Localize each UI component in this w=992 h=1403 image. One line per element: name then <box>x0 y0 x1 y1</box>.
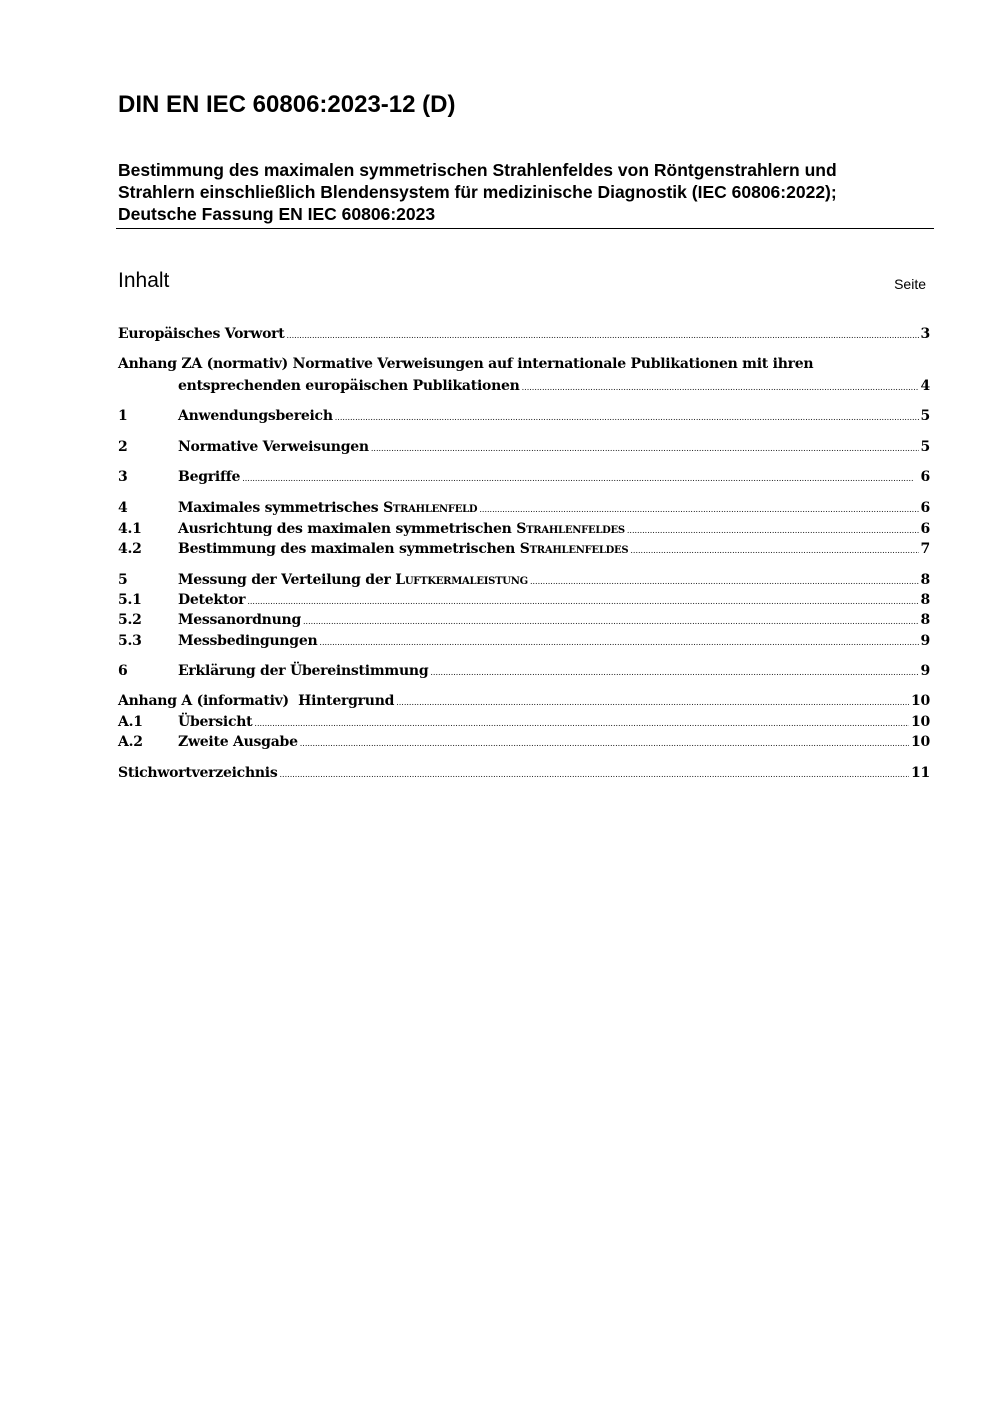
toc-entry-text: Europäisches Vorwort <box>118 326 285 342</box>
toc-entry-4[interactable] <box>118 498 930 518</box>
toc-entry-page: 5 <box>920 408 930 424</box>
toc-entry-5-1[interactable] <box>118 590 930 610</box>
document-id: DIN EN IEC 60806:2023-12 (D) <box>118 91 456 118</box>
toc-entry-page: 5 <box>920 439 930 455</box>
toc-leader-dots <box>371 437 919 459</box>
toc-entry-text-line1: Anhang ZA (normativ) Normative Verweisungen auf internationale Publikationen mit ihren <box>118 356 814 372</box>
toc-entry-number: 4.2 <box>118 541 142 557</box>
toc-entry-term: Strahlenfeldes <box>516 521 625 537</box>
toc-entry-text: Anhang A (informativ) Hintergrund <box>118 693 395 709</box>
toc-entry-number: 5 <box>118 572 128 588</box>
toc-entry-text: Stichwortverzeichnis <box>118 765 278 781</box>
toc-leader-dots <box>242 467 918 489</box>
toc-entry-number: 2 <box>118 439 128 455</box>
toc-entry-5-3[interactable] <box>118 631 930 651</box>
toc-entry-stichwortverzeichnis[interactable] <box>118 763 930 783</box>
toc-entry-text: Anwendungsbereich <box>178 408 333 424</box>
toc-entry-text: Detektor <box>178 592 246 608</box>
toc-entry-text: Normative Verweisungen <box>178 439 369 455</box>
toc-heading: Inhalt <box>118 269 170 292</box>
toc-entry-text: Messbedingungen <box>178 633 318 649</box>
toc-entry-page: 6 <box>920 469 930 485</box>
toc-entry-number: 4.1 <box>118 521 142 537</box>
toc-leader-dots <box>530 570 919 592</box>
toc-entry-number: 3 <box>118 469 128 485</box>
toc-entry-page: 11 <box>911 765 930 781</box>
toc-entry-page: 8 <box>920 592 930 608</box>
toc-entry-number: 5.2 <box>118 612 142 628</box>
toc-entry-a-1[interactable] <box>118 712 930 732</box>
toc-leader-dots <box>522 376 919 398</box>
toc-entry-1[interactable] <box>118 406 930 426</box>
toc-entry-4-2[interactable] <box>118 539 930 559</box>
toc-entry-text: Messung der Verteilung der <box>178 572 396 588</box>
toc-entry-number: A.1 <box>118 714 143 730</box>
toc-entry-page: 6 <box>920 500 930 516</box>
title-divider <box>116 228 934 229</box>
document-title: Bestimmung des maximalen symmetrischen Strahlenfeldes von Röntgenstrahlern und Strahlern einschließlich Blendensystem für medizinische Diagnostik (IEC 60806:2022); Deutsche Fassung EN IEC 60806:2023 <box>118 160 837 224</box>
toc-entry-page: 10 <box>911 734 930 750</box>
toc-leader-dots <box>287 324 919 346</box>
toc-entry-page: 9 <box>920 633 930 649</box>
toc-entry-text: Ausrichtung des maximalen symmetrischen <box>178 521 517 537</box>
toc-leader-dots <box>300 732 909 754</box>
toc-entry-number: A.2 <box>118 734 143 750</box>
toc-leader-dots <box>247 590 918 612</box>
toc-entry-number: 6 <box>118 663 128 679</box>
toc-entry-text: Maximales symmetrisches <box>178 500 384 516</box>
toc-entry-page: 8 <box>920 572 930 588</box>
toc-leader-dots <box>627 519 919 541</box>
toc-entry-6[interactable] <box>118 661 930 681</box>
toc-entry-5[interactable] <box>118 570 930 590</box>
toc-entry-text: Übersicht <box>178 714 253 730</box>
toc-entry-number: 1 <box>118 408 128 424</box>
toc-entry-2[interactable] <box>118 437 930 457</box>
page-column-label: Seite <box>894 276 926 292</box>
toc-entry-term: Strahlenfeld <box>383 500 478 516</box>
toc-entry-text: Messanordnung <box>178 612 301 628</box>
toc-entry-number: 5.3 <box>118 633 142 649</box>
toc-entry-text: entsprechenden europäischen Publikationen <box>178 378 520 394</box>
toc-entry-text: Zweite Ausgabe <box>178 734 298 750</box>
toc-leader-dots <box>319 631 918 653</box>
toc-entry-term: Luftkermaleistung <box>395 572 528 588</box>
toc-entry-anhang-a[interactable] <box>118 691 930 711</box>
toc-entry-term: Strahlenfeldes <box>519 541 629 557</box>
toc-entry-5-2[interactable] <box>118 610 930 630</box>
toc-entry-text: Bestimmung des maximalen symmetrischen <box>178 541 520 557</box>
toc-entry-number: 4 <box>118 500 128 516</box>
toc-entry-a-2[interactable] <box>118 732 930 752</box>
toc-leader-dots <box>630 539 918 561</box>
toc-leader-dots <box>303 610 919 632</box>
toc-entry-text: Begriffe <box>178 469 241 485</box>
toc-entry-3[interactable] <box>118 467 930 487</box>
toc-leader-dots <box>430 661 918 683</box>
toc-leader-dots <box>280 763 910 785</box>
toc-entry-page: 8 <box>920 612 930 628</box>
toc-entry-page: 4 <box>920 378 930 394</box>
toc-entry-page: 6 <box>920 521 930 537</box>
toc-entry-page: 10 <box>911 693 930 709</box>
toc-entry-text: Erklärung der Übereinstimmung <box>178 663 429 679</box>
toc-entry-number: 5.1 <box>118 592 142 608</box>
toc-leader-dots <box>335 406 919 428</box>
toc-entry-4-1[interactable] <box>118 519 930 539</box>
toc-leader-dots <box>254 712 909 734</box>
toc-entry-vorwort[interactable] <box>118 324 930 344</box>
toc-leader-dots <box>479 498 918 520</box>
toc-entry-page: 3 <box>920 326 930 342</box>
toc-entry-page: 9 <box>920 663 930 679</box>
toc-leader-dots <box>396 691 909 713</box>
toc-entry-page: 7 <box>920 541 930 557</box>
toc-entry-anhang-za[interactable] <box>118 354 930 396</box>
toc-entry-page: 10 <box>911 714 930 730</box>
